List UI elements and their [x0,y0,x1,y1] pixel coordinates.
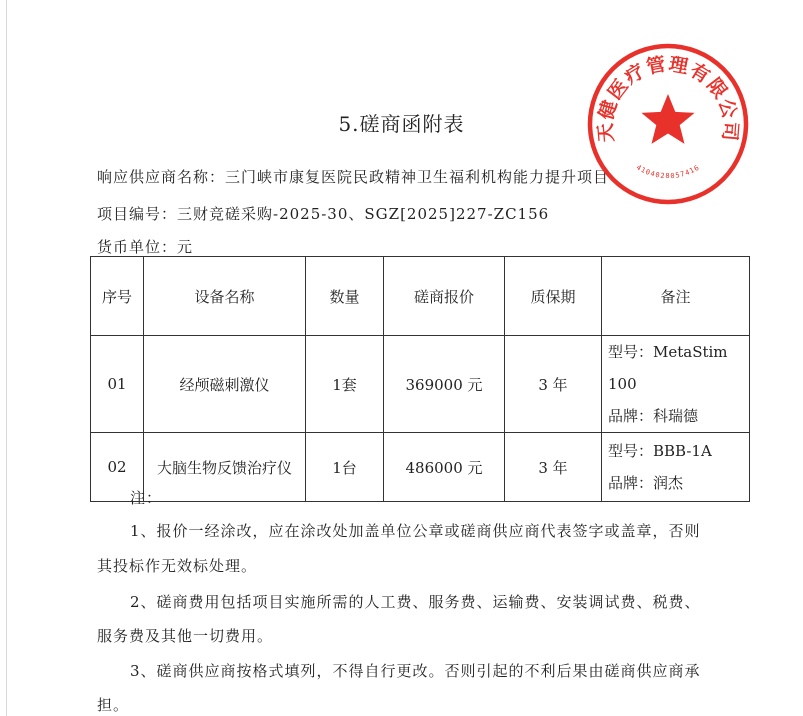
cell-quantity: 1套 [306,336,384,433]
cell-remark [602,433,750,502]
header-quantity: 数量 [306,257,384,336]
table-header-row [91,257,750,336]
note-1-line-1: 1、报价一经涂改，应在涂改处加盖单位公章或磋商供应商代表签字或盖章，否则 [130,522,701,540]
seal-number-text: 4104028057416 [634,163,702,181]
seal-star-icon [641,94,694,144]
header-warranty: 质保期 [505,257,602,336]
cell-no: 02 [91,433,144,502]
table-row [91,336,750,433]
cell-no: 01 [91,336,144,433]
note-3-line-1: 3、磋商供应商按格式填列，不得自行更改。否则引起的不利后果由磋商供应商承 [130,662,701,680]
cell-device-name: 经颅磁刺激仪 [144,336,306,433]
notes-heading: 注： [130,489,163,507]
page-title: 5.磋商函附表 [338,112,465,136]
cell-device-name: 大脑生物反馈治疗仪 [144,433,306,502]
remark-model: 型号：BBB-1A [608,442,712,460]
cell-price: 486000 元 [384,433,505,502]
remark-brand: 品牌：润杰 [608,474,684,492]
project-number-line: 项目编号：三财竞磋采购-2025-30、SGZ[2025]227-ZC156 [97,205,550,223]
note-1-line-2: 其投标作无效标处理。 [97,557,258,575]
table-row [91,433,750,502]
note-2-line-2: 服务费及其他一切费用。 [97,627,274,645]
note-2-line-1: 2、磋商费用包括项目实施所需的人工费、服务费、运输费、安装调试费、税费、 [130,593,701,611]
currency-line: 货币单位：元 [97,238,194,256]
quote-table [90,256,750,502]
header-price: 磋商报价 [384,257,505,336]
supplier-name-line: 响应供应商名称：三门峡市康复医院民政精神卫生福利机构能力提升项目 [97,168,610,186]
header-device-name: 设备名称 [144,257,306,336]
seal-company-text: 天健医疗管理有限公司 [594,53,742,144]
remark-brand: 品牌：科瑞德 [608,407,699,425]
company-seal [584,40,752,208]
header-no: 序号 [91,257,144,336]
remark-model: 型号：MetaStim 100 [608,343,728,393]
cell-warranty: 3 年 [505,433,602,502]
cell-remark [602,336,750,433]
cell-warranty: 3 年 [505,336,602,433]
header-remark: 备注 [602,257,750,336]
cell-quantity: 1台 [306,433,384,502]
cell-price: 369000 元 [384,336,505,433]
note-3-line-2: 担。 [97,696,130,714]
